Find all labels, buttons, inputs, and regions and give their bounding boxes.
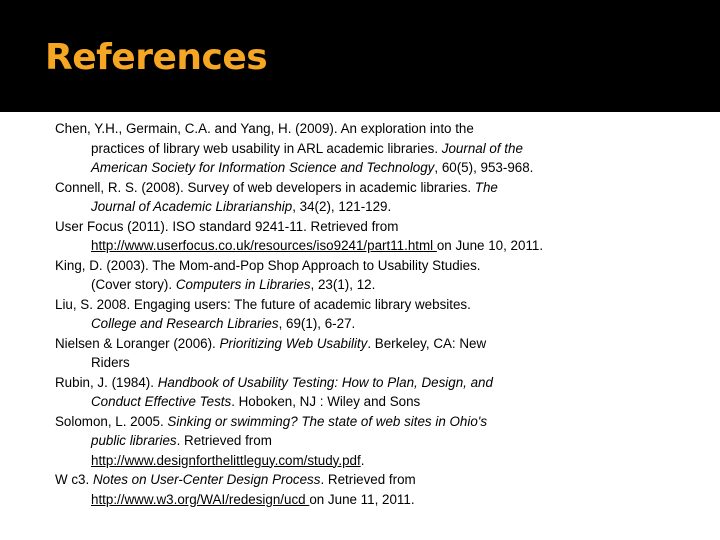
article-title: public libraries: [91, 433, 177, 448]
reference-text: (Cover story).: [91, 277, 176, 292]
slide-title: References: [45, 37, 268, 78]
journal-title: Journal of the: [441, 140, 523, 156]
reference-text: on June 11, 2011.: [309, 491, 415, 507]
book-title: Handbook of Usability Testing: How to Plan, Design, and: [157, 374, 493, 390]
reference-text: Connell, R. S. (2008). Survey of web developers in academic libraries.: [55, 179, 475, 195]
journal-title: The: [474, 179, 498, 195]
title-bar: [0, 0, 720, 112]
article-title: Sinking or swimming? The state of web sites in Ohio's: [167, 413, 488, 429]
reference-text: on June 10, 2011.: [436, 238, 544, 253]
book-title: Conduct Effective Tests: [91, 394, 232, 409]
reference-text: Chen, Y.H., Germain, C.A. and Yang, H. (2009). An exploration into the: [55, 121, 474, 136]
reference-item: [55, 412, 700, 471]
reference-item: [55, 256, 700, 295]
reference-text: King, D. (2003). The Mom-and-Pop Shop Approach to Usability Studies.: [55, 257, 481, 273]
references-list: [55, 119, 700, 509]
reference-text: Nielsen & Loranger (2006).: [55, 335, 220, 351]
reference-text: Solomon, L. 2005.: [55, 413, 168, 429]
reference-text: Riders: [91, 355, 130, 370]
reference-text: User Focus (2011). ISO standard 9241-11. Retrieved from: [55, 218, 399, 234]
reference-item: [55, 217, 700, 256]
reference-text: Rubin, J. (1984).: [55, 374, 158, 390]
reference-item: [55, 178, 700, 217]
reference-item: [55, 334, 700, 373]
journal-title: College and Research Libraries: [91, 316, 279, 331]
article-title: Notes on User-Center Design Process: [92, 472, 321, 487]
reference-link[interactable]: http://www.w3.org/WAI/redesign/ucd: [91, 491, 310, 507]
book-title: Prioritizing Web Usability: [219, 335, 368, 351]
reference-item: [55, 470, 700, 509]
reference-link[interactable]: http://www.designforthelittleguy.com/study.pdf: [91, 452, 361, 468]
reference-item: [55, 373, 700, 412]
reference-text: , 60(5), 953-968.: [434, 160, 534, 175]
reference-text: . Hoboken, NJ : Wiley and Sons: [231, 394, 421, 409]
reference-link[interactable]: http://www.userfocus.co.uk/resources/iso9241/part11.html: [91, 238, 437, 253]
journal-title: Computers in Libraries: [175, 277, 311, 292]
reference-text: , 34(2), 121-129.: [292, 199, 392, 214]
reference-text: practices of library web usability in ARL academic libraries.: [91, 140, 442, 156]
reference-text: . Retrieved from: [320, 472, 416, 487]
reference-text: . Berkeley, CA: New: [367, 335, 487, 351]
reference-text: .: [360, 452, 365, 468]
references-content: [0, 112, 720, 540]
reference-text: W c3.: [55, 472, 93, 487]
journal-title: Journal of Academic Librarianship: [91, 199, 293, 214]
reference-text: . Retrieved from: [176, 433, 272, 448]
reference-item: [55, 119, 700, 178]
journal-title: American Society for Information Science and Technology: [91, 160, 435, 175]
reference-text: , 69(1), 6-27.: [278, 316, 356, 331]
reference-item: [55, 295, 700, 334]
reference-text: Liu, S. 2008. Engaging users: The future of academic library websites.: [55, 296, 471, 312]
reference-text: , 23(1), 12.: [310, 277, 376, 292]
